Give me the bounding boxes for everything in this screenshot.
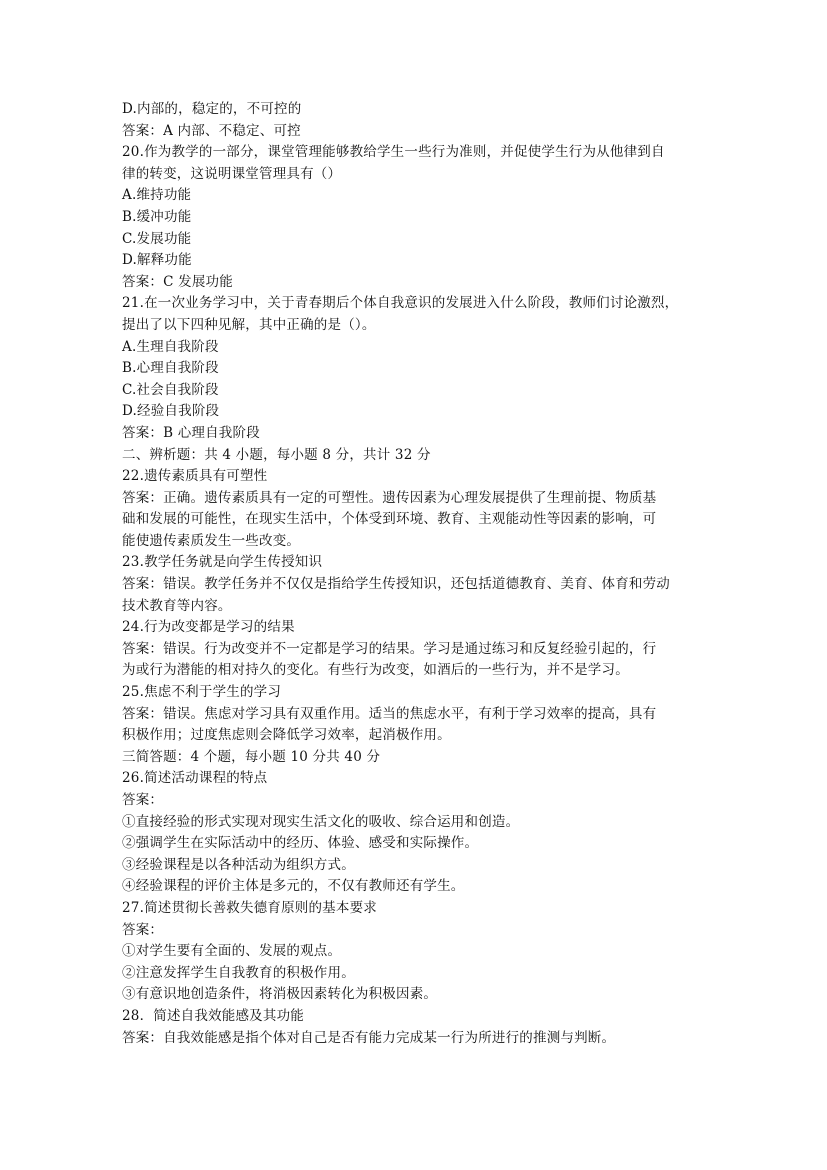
text-line: ③有意识地创造条件，将消极因素转化为积极因素。 [122,986,438,1003]
text-line: 答案：B 心理自我阶段 [122,424,260,441]
text-line: ④经验课程的评价主体是多元的，不仅有教师还有学生。 [122,878,465,895]
text-line: ②注意发挥学生自我教育的积极作用。 [122,964,355,981]
text-line: ①对学生要有全面的、发展的观点。 [122,943,342,960]
text-line: 答案：错误。教学任务并不仅仅是指给学生传授知识，还包括道德教育、美育、体育和劳动 [122,576,670,593]
text-line: 技术教育等内容。 [122,597,232,614]
text-line: 答案：C 发展功能 [122,273,233,290]
text-line: 25.焦虑不利于学生的学习 [122,684,282,701]
text-line: B.心理自我阶段 [122,360,219,377]
text-line: 础和发展的可能性，在现实生活中，个体受到环境、教育、主观能动性等因素的影响，可 [122,511,657,528]
document-body [122,99,706,1049]
text-line: 为或行为潜能的相对持久的变化。有些行为改变，如酒后的一些行为，并不是学习。 [122,662,629,679]
text-line: 26.简述活动课程的特点 [122,770,268,787]
text-line: 28．简述自我效能感及其功能 [122,1007,304,1024]
text-line: 律的转变，这说明课堂管理具有（） [122,165,342,182]
text-line: 21.在一次业务学习中，关于青春期后个体自我意识的发展进入什么阶段，教师们讨论激烈， [122,295,679,312]
text-line: 答案：正确。遗传素质具有一定的可塑性。遗传因素为心理发展提供了生理前提、物质基 [122,489,657,506]
text-line: C.发展功能 [122,230,192,247]
text-line: 答案：错误。焦虑对学习具有双重作用。适当的焦虑水平，有利于学习效率的提高，具有 [122,705,657,722]
text-line: ②强调学生在实际活动中的经历、体验、感受和实际操作。 [122,835,479,852]
text-line: 27.简述贯彻长善救失德育原则的基本要求 [122,899,377,916]
text-line: D.解释功能 [122,252,192,269]
text-line: 20.作为教学的一部分，课堂管理能够教给学生一些行为准则，并促使学生行为从他律到自 [122,144,665,161]
text-line: 三简答题：4 个题，每小题 10 分共 40 分 [122,748,381,765]
text-line: 提出了以下四种见解，其中正确的是（）。 [122,316,376,333]
text-line: ③经验课程是以各种活动为组织方式。 [122,856,355,873]
text-line: 答案：A 内部、不稳定、可控 [122,122,301,139]
text-line: A.维持功能 [122,187,192,204]
text-line: D.经验自我阶段 [122,403,220,420]
text-line: 二、辨析题：共 4 小题，每小题 8 分，共计 32 分 [122,446,431,463]
text-line: ①直接经验的形式实现对现实生活文化的吸收、综合运用和创造。 [122,813,520,830]
text-line: C.社会自我阶段 [122,381,219,398]
text-line: 答案：错误。行为改变并不一定都是学习的结果。学习是通过练习和反复经验引起的，行 [122,640,657,657]
text-line: 能使遗传素质发生一些改变。 [122,532,301,549]
text-line: 24.行为改变都是学习的结果 [122,619,295,636]
text-line: 积极作用；过度焦虑则会降低学习效率，起消极作用。 [122,727,451,744]
text-line: 答案：自我效能感是指个体对自己是否有能力完成某一行为所进行的推测与判断。 [122,1029,616,1046]
text-line: 答案： [122,792,164,808]
text-line: 23.教学任务就是向学生传授知识 [122,554,323,571]
text-line: A.生理自我阶段 [122,338,219,355]
text-line: B.缓冲功能 [122,208,192,225]
text-line: 22.遗传素质具有可塑性 [122,468,268,485]
text-line: D.内部的，稳定的，不可控的 [122,101,302,117]
text-line: 答案： [122,921,164,938]
